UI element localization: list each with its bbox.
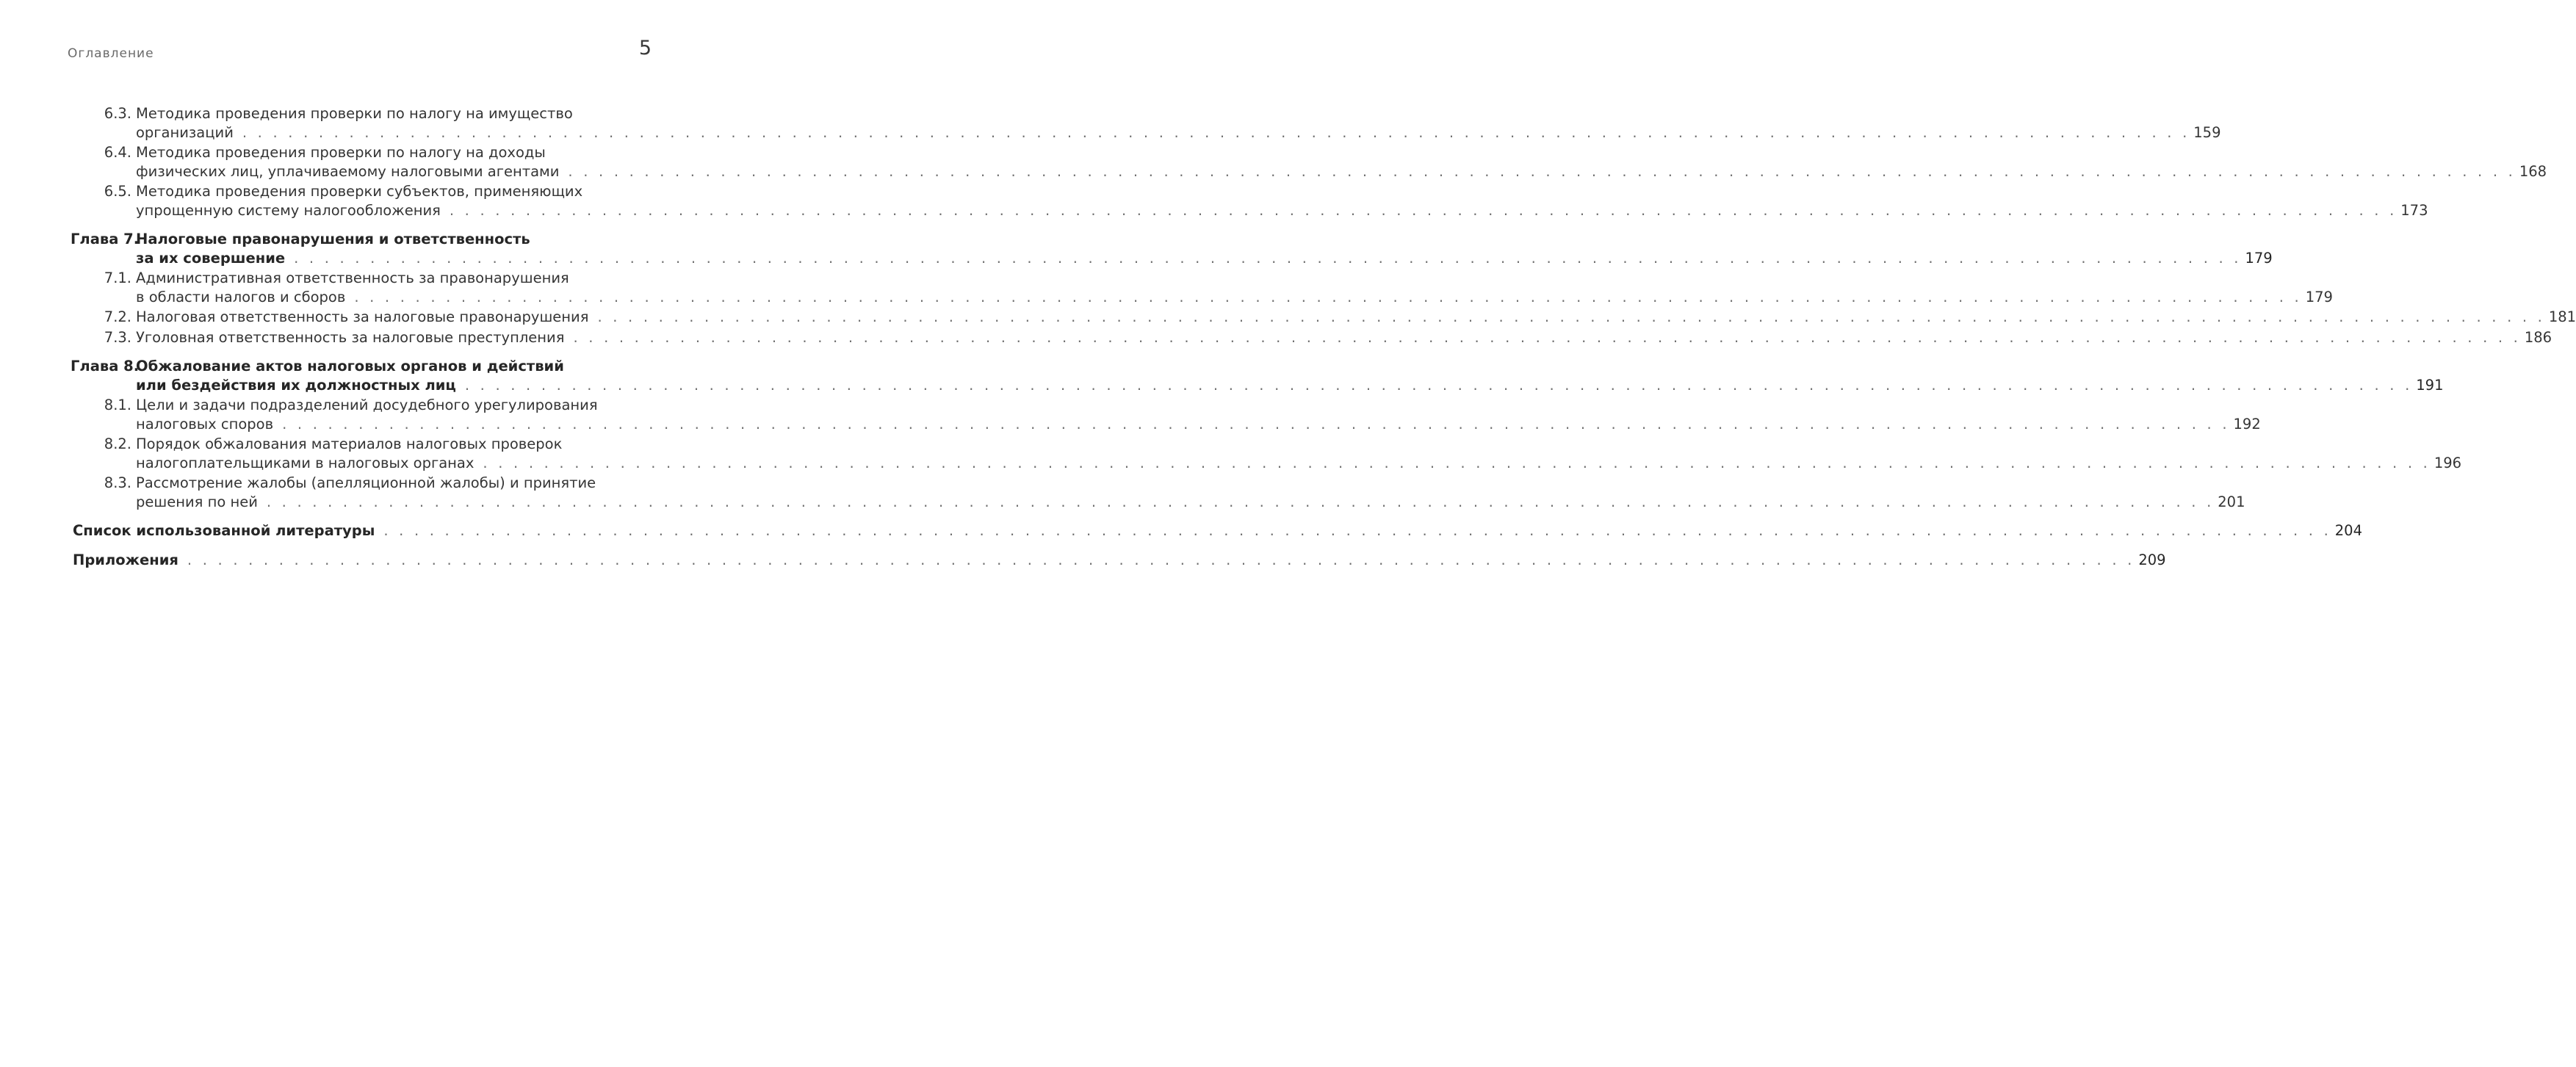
dot-leader — [294, 249, 2242, 268]
section-title-line: в области налогов и сборов — [136, 288, 346, 305]
running-head: Оглавление — [68, 46, 154, 61]
section-number: 7.3. — [104, 328, 131, 346]
page-ref: 204 — [2334, 522, 2362, 539]
chapter-number: Глава 7. — [71, 231, 140, 247]
toc-entry-7-1[interactable] — [71, 269, 2333, 306]
section-title-line: Налоговая ответственность за налоговые правонарушения — [136, 308, 589, 325]
page-ref: 191 — [2416, 376, 2444, 394]
section-title-line: налогоплательщиками в налоговых органах — [136, 454, 475, 471]
chapter-title-line: Налоговые правонарушения и ответственность — [136, 231, 530, 247]
toc-entry-6-4[interactable] — [71, 143, 2547, 181]
literature-title: Список использованной литературы — [73, 522, 375, 539]
section-title-line: налоговых споров — [136, 415, 274, 433]
section-number: 7.2. — [104, 308, 131, 325]
appendices-title: Приложения — [73, 551, 178, 568]
page-ref: 181 — [2548, 308, 2576, 325]
toc-entry-8-3[interactable] — [71, 474, 2245, 511]
toc-entry-6-3[interactable] — [71, 104, 2221, 142]
page-ref: 192 — [2233, 415, 2261, 433]
section-title-line: Методика проведения проверки по налогу на доходы — [136, 144, 546, 161]
page-ref: 209 — [2138, 551, 2166, 568]
section-title-line: Уголовная ответственность за налоговые преступления — [136, 328, 565, 346]
toc-entry-appendices[interactable] — [71, 551, 2166, 570]
dot-leader — [483, 454, 2431, 473]
toc-chapter-7[interactable] — [71, 230, 2273, 267]
page-ref: 159 — [2193, 123, 2221, 141]
dot-leader — [187, 551, 2135, 570]
section-title-line: физических лиц, уплачиваемому налоговыми агентами — [136, 162, 560, 180]
page-ref: 186 — [2524, 328, 2552, 346]
section-number: 8.3. — [104, 474, 131, 491]
section-title-line: решения по ней — [136, 493, 258, 510]
chapter-title-line: Обжалование актов налоговых органов и действий — [136, 358, 564, 375]
dot-leader — [465, 376, 2413, 395]
dot-leader — [354, 288, 2302, 307]
toc-entry-7-2[interactable] — [71, 308, 2576, 327]
section-number: 6.4. — [104, 144, 131, 161]
section-number: 6.3. — [104, 105, 131, 122]
page-ref: 201 — [2218, 493, 2245, 510]
toc-entry-literature[interactable] — [71, 521, 2362, 540]
dot-leader — [383, 521, 2331, 540]
page-ref: 179 — [2245, 249, 2273, 267]
section-title-line: Административная ответственность за правонарушения — [136, 270, 569, 286]
dot-leader — [282, 415, 2230, 434]
chapter-number: Глава 8. — [71, 358, 140, 375]
toc-entry-7-3[interactable] — [71, 328, 2552, 347]
page-ref: 173 — [2400, 201, 2428, 219]
chapter-title-line: или бездействия их должностных лиц — [136, 376, 456, 394]
section-number: 8.1. — [104, 397, 131, 413]
toc-chapter-8[interactable] — [71, 357, 2444, 394]
section-title-line: Методика проведения проверки субъектов, применяющих — [136, 183, 583, 200]
dot-leader — [450, 201, 2398, 220]
toc-entry-8-1[interactable] — [71, 396, 2261, 433]
section-number: 8.2. — [104, 435, 131, 452]
page-ref: 179 — [2305, 288, 2333, 305]
section-number: 7.1. — [104, 270, 131, 286]
section-number: 6.5. — [104, 183, 131, 200]
dot-leader — [242, 123, 2190, 142]
dot-leader — [568, 162, 2516, 181]
page-number: 5 — [638, 37, 652, 59]
table-of-contents — [71, 104, 2576, 569]
section-title-line: Цели и задачи подразделений досудебного урегулирования — [136, 397, 598, 413]
page-ref: 168 — [2519, 162, 2547, 180]
section-title-line: Методика проведения проверки по налогу на имущество — [136, 105, 573, 122]
section-title-line: упрощенную систему налогообложения — [136, 201, 441, 219]
dot-leader — [267, 493, 2215, 512]
page-ref: 196 — [2434, 454, 2462, 471]
toc-entry-6-5[interactable] — [71, 182, 2428, 220]
section-title-line: Рассмотрение жалобы (апелляционной жалобы) и принятие — [136, 474, 596, 491]
section-title-line: Порядок обжалования материалов налоговых проверок — [136, 435, 563, 452]
dot-leader — [597, 308, 2545, 327]
section-title-line: организаций — [136, 123, 234, 141]
chapter-title-line: за их совершение — [136, 249, 286, 267]
dot-leader — [573, 328, 2521, 347]
toc-entry-8-2[interactable] — [71, 435, 2462, 472]
